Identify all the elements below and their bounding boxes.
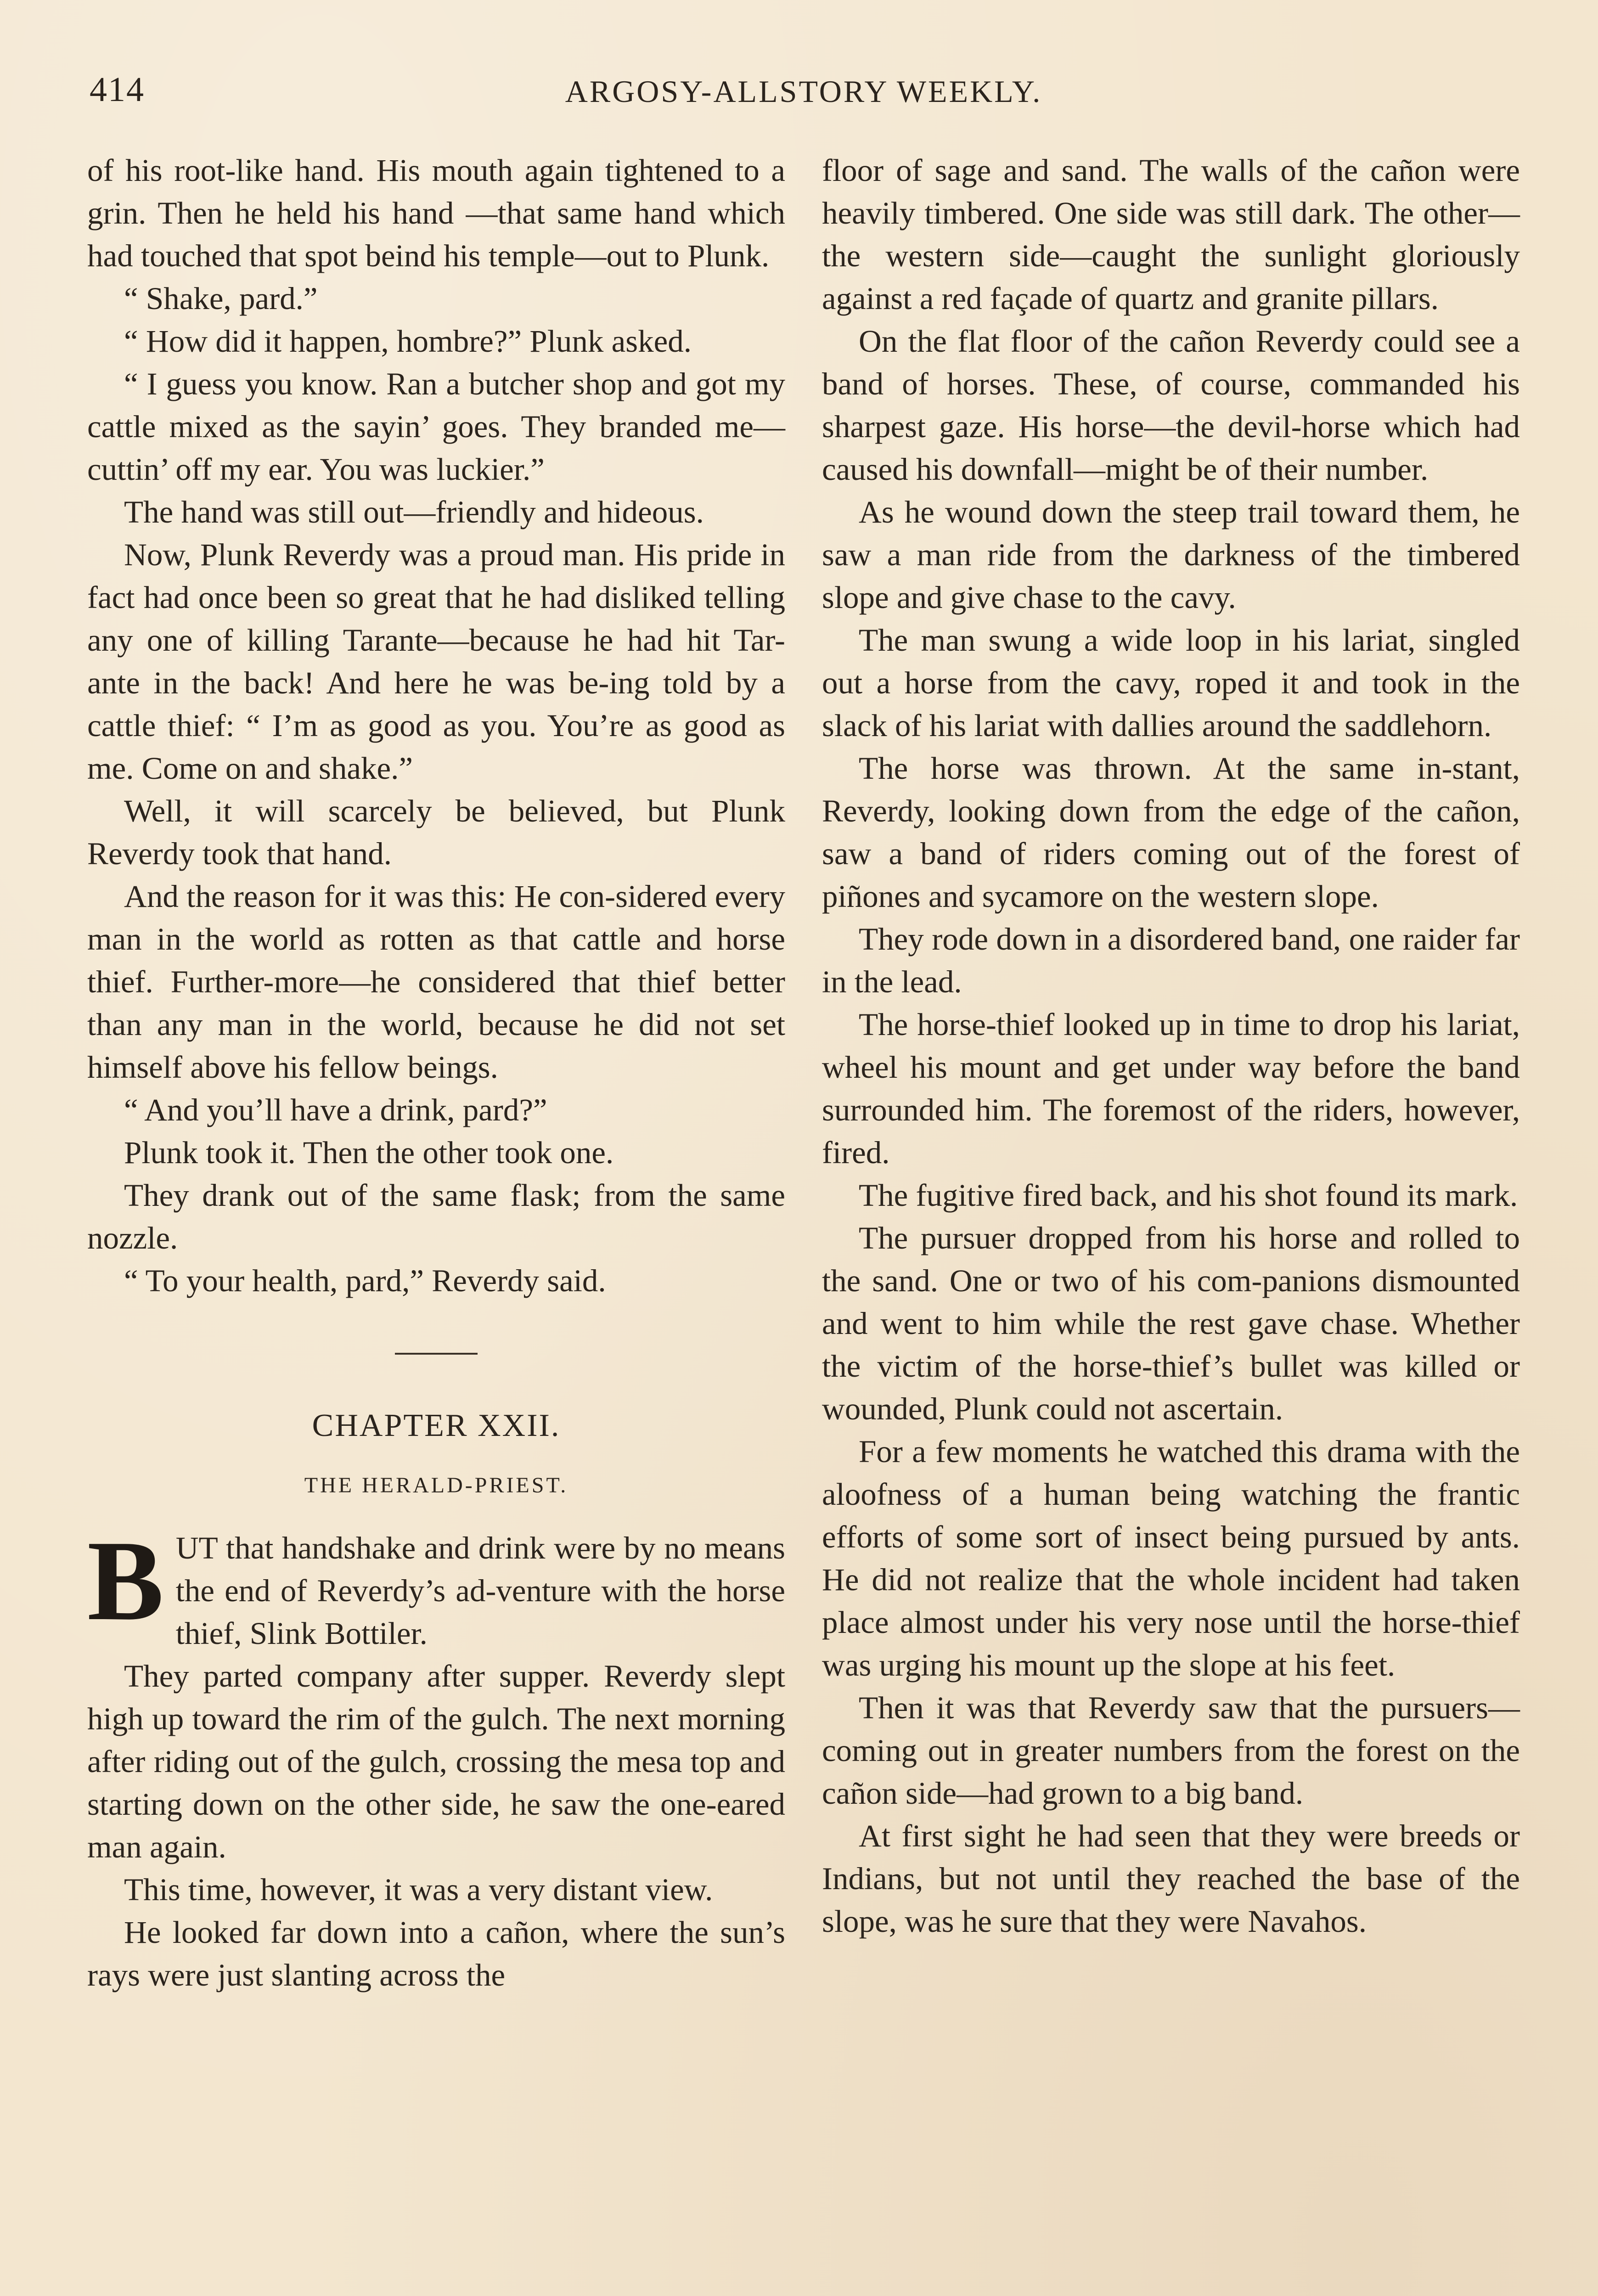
- paragraph: “ To your health, pard,” Reverdy said.: [124, 1263, 606, 1298]
- paragraph: For a few moments he watched this drama with the aloofness of a human being watching the frantic efforts of some sort of insect being pursued by ants. He did not realize that the whole incident had taken place almost under his very nose until the horse-thief was urging his mount up the slope at his feet.: [822, 1434, 1520, 1683]
- paragraph: He looked far down into a cañon, where the sun’s rays were just slanting across the: [87, 1915, 785, 1992]
- paragraph: Plunk took it. Then the other took one.: [124, 1135, 614, 1170]
- right-column: [822, 149, 1520, 1943]
- paragraph: Then it was that Reverdy saw that the pursuers—coming out in greater numbers from the forest on the cañon side—had grown to a big band.: [822, 1690, 1520, 1811]
- paragraph: The fugitive fired back, and his shot found its mark.: [859, 1178, 1518, 1213]
- chapter-subtitle: THE HERALD-PRIEST.: [304, 1473, 568, 1497]
- paragraph: This time, however, it was a very distant view.: [124, 1872, 713, 1907]
- paragraph: of his root-like hand. His mouth again tightened to a grin. Then he held his hand —that same hand which had touched that spot beind his temple—out to Plunk.: [87, 153, 785, 273]
- opening-paragraph: [87, 1517, 785, 1655]
- paragraph: “ How did it happen, hombre?” Plunk asked.: [124, 324, 692, 359]
- paragraph: They rode down in a disordered band, one raider far in the lead.: [822, 922, 1520, 999]
- paragraph: The man swung a wide loop in his lariat, singled out a horse from the cavy, roped it and took in the slack of his lariat with dallies around the saddlehorn.: [822, 623, 1520, 743]
- page-number: 414: [90, 70, 145, 109]
- left-column: [87, 149, 785, 1997]
- running-head: ARGOSY-ALLSTORY WEEKLY.: [565, 74, 1042, 109]
- opening-text: UT that handshake and drink were by no means the end of Reverdy’s ad-venture with the horse thief, Slink Bottiler.: [175, 1531, 785, 1651]
- paragraph: “ And you’ll have a drink, pard?”: [124, 1092, 547, 1127]
- paragraph: They parted company after supper. Reverdy slept high up toward the rim of the gulch. The next morning after riding out of the gulch, crossing the mesa top and starting down on the other side, he saw the one-eared man again.: [87, 1659, 785, 1864]
- paragraph: At first sight he had seen that they were breeds or Indians, but not until they reached the base of the slope, was he sure that they were Navahos.: [822, 1818, 1520, 1939]
- paragraph: And the reason for it was this: He con-sidered every man in the world as rotten as that cattle and horse thief. Further-more—he considered that thief better than any man in the world, because he did not set himself above his fellow beings.: [87, 879, 785, 1085]
- page-header: [90, 69, 1518, 119]
- paragraph: floor of sage and sand. The walls of the cañon were heavily timbered. One side was still dark. The other—the western side—caught the sunlight gloriously against a red façade of quartz and granite pillars.: [822, 153, 1520, 316]
- paragraph: Now, Plunk Reverdy was a proud man. His pride in fact had once been so great that he had disliked telling any one of killing Tarante—because he had hit Tar-ante in the back! And here he was be-ing told by a cattle thief: “ I’m as good as you. You’re as good as me. Come on and shake.”: [87, 537, 785, 786]
- paragraph: The hand was still out—friendly and hideous.: [124, 495, 704, 529]
- section-divider: [395, 1353, 478, 1355]
- paragraph: The horse-thief looked up in time to drop his lariat, wheel his mount and get under way before the band surrounded him. The foremost of the riders, however, fired.: [822, 1007, 1520, 1170]
- paragraph: The pursuer dropped from his horse and rolled to the sand. One or two of his com-panions dismounted and went to him while the rest gave chase. Whether the victim of the horse-thief’s bullet was killed or wounded, Plunk could not ascertain.: [822, 1221, 1520, 1426]
- chapter-title: CHAPTER XXII.: [312, 1408, 561, 1443]
- paragraph: They drank out of the same flask; from the same nozzle.: [87, 1178, 785, 1255]
- paragraph: On the flat floor of the cañon Reverdy could see a band of horses. These, of course, commanded his sharpest gaze. His horse—the devil-horse which had caused his downfall—might be of their number.: [822, 324, 1520, 487]
- paragraph: The horse was thrown. At the same in-stant, Reverdy, looking down from the edge of the cañon, saw a band of riders coming out of the forest of piñones and sycamore on the western slope.: [822, 751, 1520, 914]
- paragraph: “ I guess you know. Ran a butcher shop and got my cattle mixed as the sayin’ goes. They branded me—cuttin’ off my ear. You was luckier.”: [87, 366, 785, 487]
- drop-cap: B: [87, 1517, 164, 1644]
- paragraph: As he wound down the steep trail toward them, he saw a man ride from the darkness of the timbered slope and give chase to the cavy.: [822, 495, 1520, 615]
- paragraph: “ Shake, pard.”: [124, 281, 318, 316]
- paragraph: Well, it will scarcely be believed, but Plunk Reverdy took that hand.: [87, 793, 785, 871]
